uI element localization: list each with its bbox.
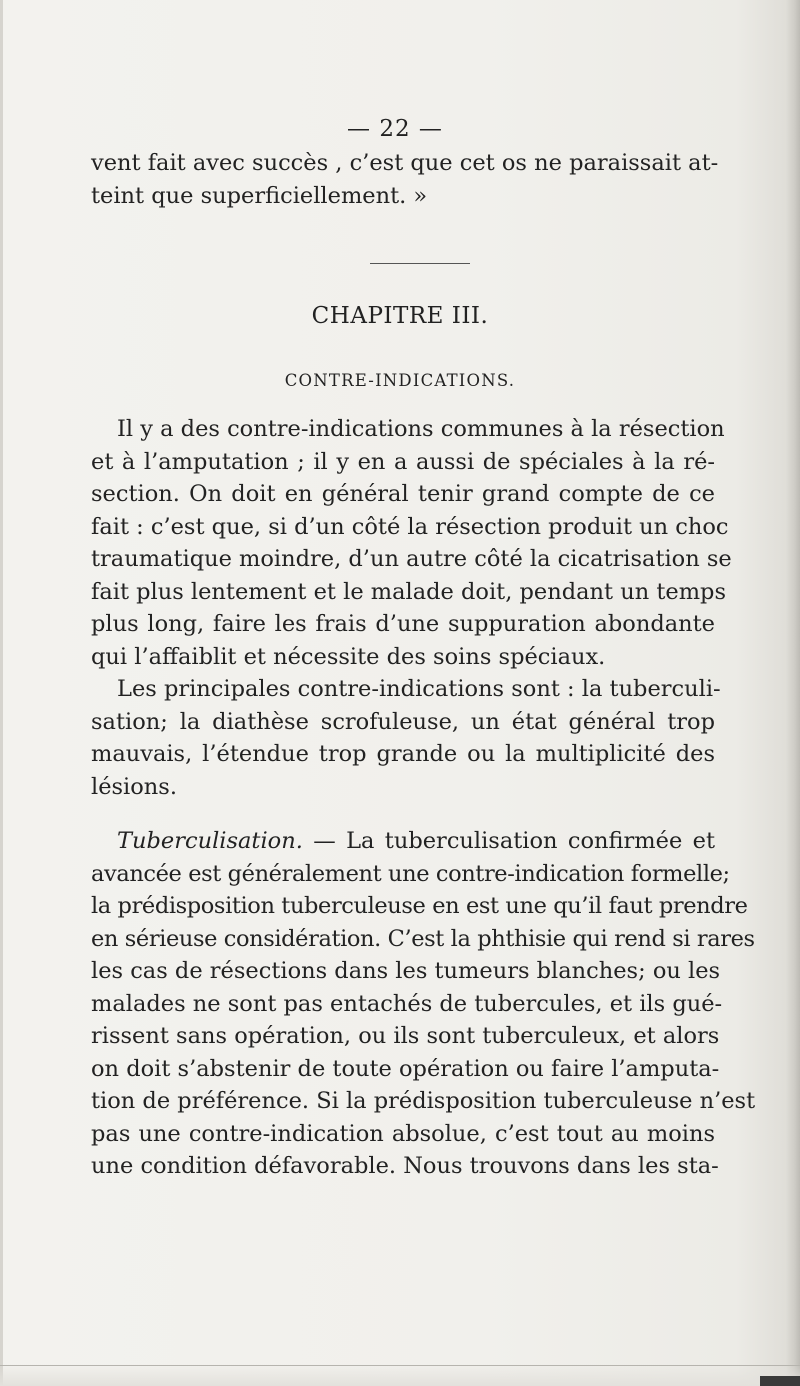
paragraph-1: [91, 413, 732, 673]
text-line: traumatique moindre, d’un autre côté la cicatrisation se: [91, 546, 732, 572]
text-line: les cas de résections dans les tumeurs blanches; ou les: [91, 958, 721, 984]
page-right-edge-shadow: [786, 0, 800, 1386]
text-line: avancée est généralement une contre-indication formelle;: [91, 860, 730, 887]
section-lead-italic: Tuberculisation.: [117, 828, 303, 854]
lead-line-rest: — La tuberculisation confirmée et: [302, 828, 715, 854]
text-line: plus long, faire les frais d’une suppuration abondante: [91, 611, 715, 637]
page-bottom-edge: [0, 1364, 800, 1386]
page-bottom-line: [0, 1365, 800, 1366]
text-line: vent fait avec succès , c’est que cet os ne paraissait at-: [91, 150, 719, 176]
text-line: pas une contre-indication absolue, c’est tout au moins: [91, 1120, 715, 1147]
text-line: teint que superficiellement. »: [91, 182, 428, 209]
text-line: on doit s’abstenir de toute opération ou faire l’amputa-: [91, 1055, 720, 1082]
section-divider: [370, 263, 470, 264]
page-number: — 22 —: [347, 116, 443, 142]
text-line: [91, 825, 715, 858]
chapter-subtitle: CONTRE-INDICATIONS.: [284, 371, 516, 390]
page-left-edge: [0, 0, 3, 1386]
page-corner-shadow: [760, 1376, 800, 1386]
text-line: la prédisposition tuberculeuse en est une qu’il faut prendre: [91, 893, 748, 919]
text-line: Il y a des contre-indications communes à la résection: [117, 416, 725, 442]
text-line: Les principales contre-indications sont : la tuberculi-: [117, 676, 721, 702]
text-line: une condition défavorable. Nous trouvons dans les sta-: [91, 1153, 719, 1179]
text-line: et à l’amputation ; il y en a aussi de spéciales à la ré-: [91, 448, 715, 475]
text-line: tion de préférence. Si la prédisposition tuberculeuse n’est: [91, 1088, 756, 1114]
text-line: lésions.: [91, 773, 177, 800]
text-line: qui l’affaiblit et nécessite des soins spéciaux.: [91, 643, 606, 670]
text-line: fait plus lentement et le malade doit, pendant un temps: [91, 578, 726, 605]
paragraph-2: [91, 673, 721, 803]
text-line: rissent sans opération, ou ils sont tuberculeux, et alors: [91, 1023, 720, 1049]
text-line: malades ne sont pas entachés de tubercules, et ils gué-: [91, 990, 723, 1017]
chapter-title: CHAPITRE III.: [311, 303, 489, 329]
paragraph-3: [91, 825, 756, 1183]
text-line: en sérieuse considération. C’est la phthisie qui rend si rares: [91, 925, 755, 952]
text-line: fait : c’est que, si d’un côté la résection produit un choc: [91, 513, 729, 540]
text-line: sation; la diathèse scrofuleuse, un état général trop: [91, 708, 715, 735]
intro-text: [91, 147, 719, 212]
text-line: mauvais, l’étendue trop grande ou la multiplicité des: [91, 741, 715, 767]
text-line: section. On doit en général tenir grand compte de ce: [91, 481, 715, 507]
